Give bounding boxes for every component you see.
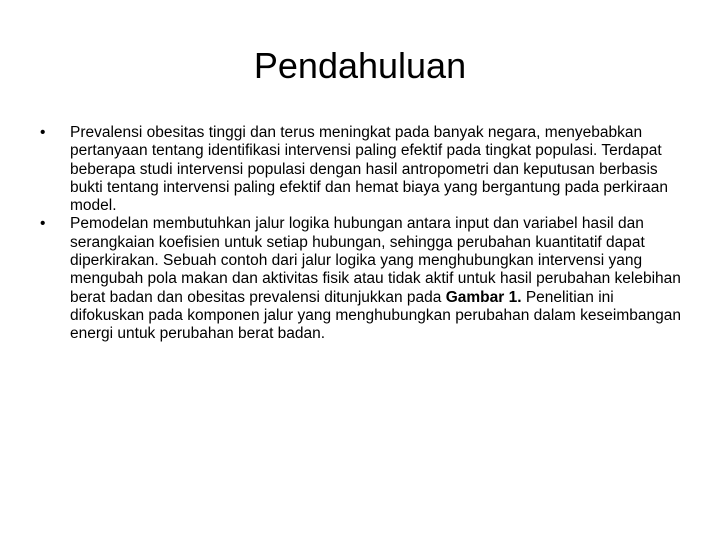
bullet-marker: • <box>40 215 46 233</box>
bullet-text: Prevalensi obesitas tinggi dan terus meningkat pada banyak negara, menyebabkan pertanyaan tentang identifikasi intervensi paling efektif pada tingkat populasi. Terdapat beberapa studi intervensi populasi dengan hasil antropometri dan keputusan berbasis bukti tentang intervensi paling efektif dan hemat biaya yang bergantung pada perkiraan model. <box>70 124 669 215</box>
bullet-text-after: Penelitian ini difokuskan pada komponen jalur yang menghubungkan perubahan dalam keseimbangan energi untuk perubahan berat badan. <box>70 288 681 343</box>
figure-reference: Gambar 1. <box>445 288 522 306</box>
slide-title: Pendahuluan <box>253 45 467 86</box>
bullet-item-modeling <box>40 215 690 343</box>
bullet-list <box>40 124 690 344</box>
bullet-marker: • <box>40 124 46 141</box>
bullet-item-prevalence <box>40 124 690 215</box>
bullet-text-before: Pemodelan membutuhkan jalur logika hubungan antara input dan variabel hasil dan serangkaian koefisien untuk setiap hubungan, sehingga perubahan kuantitatif dapat diperkirakan. Sebuah contoh dari jalur logika yang menghubungkan intervensi yang mengubah pola makan dan aktivitas fisik atau tidak aktif untuk hasil perubahan kelebihan berat badan dan obesitas prevalensi ditunjukkan pada <box>70 215 681 306</box>
